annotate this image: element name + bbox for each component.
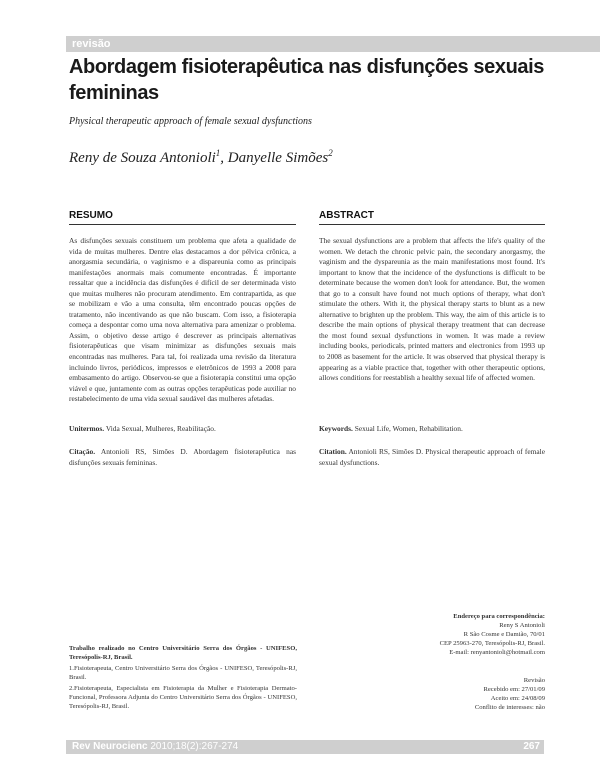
author-list [69, 148, 333, 167]
correspondence-label: Endereço para correspondência: [453, 613, 545, 620]
abstract-keywords-label: Keywords. [319, 424, 353, 433]
review-info-label: Revisão [523, 677, 545, 684]
abstract-heading: ABSTRACT [319, 210, 374, 221]
section-label: revisão [72, 38, 111, 50]
correspondence-name: Reny S Antonioli [499, 622, 545, 629]
affiliation-2: 2.Fisioterapeuta, Especialista em Fisioterapia da Mulher e Fisioterapia Dermato-Funcional, Professora Adjunta do Centro Universitário Serra dos Órgãos - UNIFESO, Teresópolis-RJ, Brasil. [69, 685, 297, 710]
accepted-date: Aceito em: 24/08/09 [490, 695, 545, 702]
resumo-citation-label: Citação. [69, 447, 96, 456]
abstract-text: The sexual dysfunctions are a problem that affects the life's quality of the women. We detach the chronic pelvic pain, the secondary anorgasmy, the vaginism and the dyspareunia as the main manifestations most found. It's important to know that the incidence of the dysfunctions is difficult to be determinate because the women don't look for attendance. But, the women that go to a consult have found not much options of therapy, what don't stimulate the others. With it, the physical therapy starts to blunt as a new alternative to brighten up the problem. This way, the aim of this article is to describe the main options of physical therapy treatment that can decrease the most found sexual dysfunctions in women. It was made a review including books, periodicals, printed matters and electronics from 1993 up to 2008 as basement for the article. It was observed that physical therapy is appearing as a viable practice that, together with other therapeutic options, allows conditions for reestablish a healthy sexual life of affected women. [319, 236, 545, 383]
author-2: Danyelle Simões [227, 150, 329, 166]
section-bar [66, 36, 600, 52]
resumo-text: As disfunções sexuais constituem um problema que afeta a qualidade de vida de muitas mulheres. Dentre elas destacamos a dor pélvica crônica, a anorgasmia secundária, o vaginismo e a dispareunia como as principais manifestações anormais mais comumente encontradas. É importante ressaltar que a incidência das disfunções é difícil de ser determinada visto que muitas mulheres não procuram atendimento. Em contrapartida, as que se mobilizam e vão a uma consulta, têm encontrado poucas opções de tratamento, não incentivando as que não buscam. Com isso, a fisioterapia começa a despontar como uma nova alternativa para amenizar o problema. Assim, o objetivo desse artigo é descrever as principais alternativas fisioterapêuticas que visam minimizar as disfunções sexuais mais encontradas nas mulheres. Para tal, foi realizada uma revisão da literatura incluindo livros, periódicos, impressos e eletrônicos de 1993 a 2008 para embasamento do artigo. Observou-se que a fisioterapia constitui uma opção viável e que, juntamente com as outras opções terapêuticas pode auxiliar no restabelecimento de uma vida sexual saudável das mulheres afetadas. [69, 236, 296, 404]
page-number: 267 [523, 741, 540, 752]
abstract-keywords [319, 424, 545, 435]
resumo-keywords-label: Unitermos. [69, 424, 105, 433]
abstract-keywords-value: Sexual Life, Women, Rehabilitation. [354, 424, 463, 433]
author-1-affiliation-mark: 1 [215, 148, 221, 158]
affiliation-block [69, 644, 297, 711]
abstract-citation [319, 447, 545, 468]
abstract-citation-label: Citation. [319, 447, 347, 456]
correspondence-city: CEP 25963-270, Teresópolis-RJ, Brasil. [439, 640, 545, 647]
correspondence-email: E-mail: renyantonioli@hotmail.com [449, 649, 545, 656]
resumo-heading: RESUMO [69, 210, 113, 221]
abstract-rule [319, 224, 545, 225]
article-title: Abordagem fisioterapêutica nas disfunções sexuais femininas [69, 56, 544, 104]
author-separator: , [220, 150, 228, 166]
resumo-rule [69, 224, 296, 225]
journal-issue: 2010;18(2):267-274 [147, 741, 239, 752]
author-2-affiliation-mark: 2 [328, 148, 333, 158]
author-1: Reny de Souza Antonioli [69, 150, 216, 166]
correspondence-street: R São Cosme e Damião, 70/01 [463, 631, 545, 638]
abstract-citation-value: Antonioli RS, Simões D. Physical therapeutic approach of female sexual dysfunctions. [319, 447, 545, 467]
resumo-citation [69, 447, 296, 468]
conflict-of-interest: Conflito de interesses: não [474, 704, 545, 711]
resumo-keywords-value: Vida Sexual, Mulheres, Reabilitação. [105, 424, 216, 433]
resumo-citation-value: Antonioli RS, Simões D. Abordagem fisioterapêutica nas disfunções sexuais femininas. [69, 447, 296, 467]
resumo-keywords [69, 424, 296, 435]
journal-name: Rev Neurocienc [72, 741, 148, 752]
journal-citation [72, 740, 238, 754]
received-date: Recebido em: 27/01/09 [483, 686, 545, 693]
correspondence-block [330, 612, 545, 657]
article-subtitle-en: Physical therapeutic approach of female sexual dysfunctions [69, 116, 312, 127]
review-info-block [330, 676, 545, 712]
work-location: Trabalho realizado no Centro Universitário Serra dos Órgãos - UNIFESO, Teresópolis-RJ, Brasil. [69, 645, 297, 661]
affiliation-1: 1.Fisioterapeuta, Centro Universitário Serra dos Órgãos - UNIFESO, Teresópolis-RJ, Brasil. [69, 665, 297, 681]
footer-bar [66, 740, 544, 754]
